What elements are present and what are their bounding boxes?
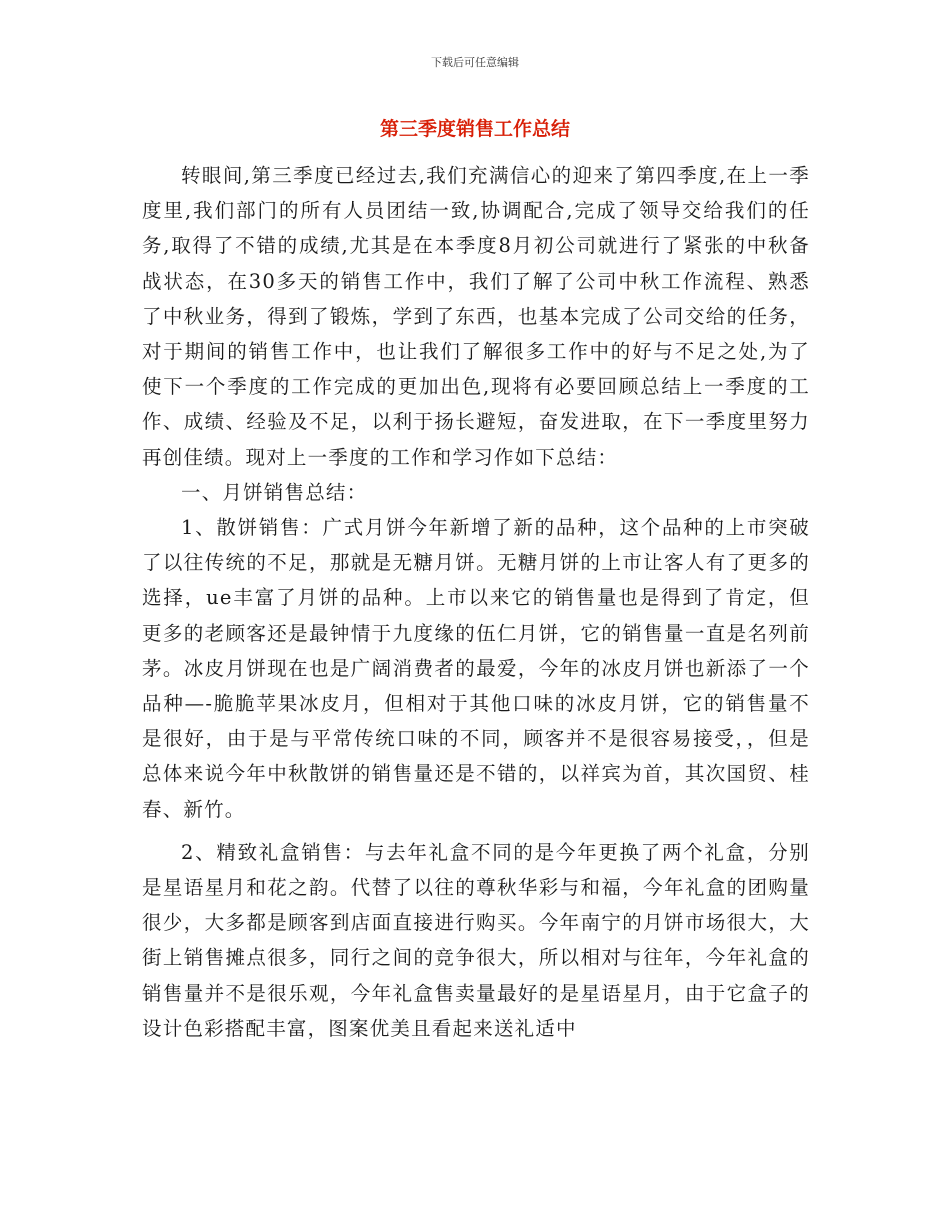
paragraph-gift-box-sales: 2、精致礼盒销售：与去年礼盒不同的是今年更换了两个礼盒，分别是星语星月和花之韵。代替了以往的尊秋华彩与和福，今年礼盒的团购量很少，大多都是顾客到店面直接进行购买。今年南宁的月饼市场很大，大街上销售摊点很多，同行之间的竞争很大，所以相对与往年，今年礼盒的销售量并不是很乐观，今年礼盒售卖量最好的是星语星月，由于它盒子的设计色彩搭配丰富，图案优美且看起来送礼适中	[142, 840, 810, 1040]
paragraph-intro: 转眼间,第三季度已经过去,我们充满信心的迎来了第四季度,在上一季度里,我们部门的所有人员团结一致,协调配合,完成了领导交给我们的任务,取得了不错的成绩,尤其是在本季度8月初公司就进行了紧张的中秋备战状态，在30多天的销售工作中，我们了解了公司中秋工作流程、熟悉了中秋业务，得到了锻炼，学到了东西，也基本完成了公司交给的任务，对于期间的销售工作中，也让我们了解很多工作中的好与不足之处,为了使下一个季度的工作完成的更加出色,现将有必要回顾总结上一季度的工作、成绩、经验及不足，以利于扬长避短，奋发进取，在下一季度里努力再创佳绩。现对上一季度的工作和学习作如下总结：	[142, 164, 810, 469]
page-header-note: 下载后可任意编辑	[431, 56, 519, 69]
section-heading-mooncake: 一、月饼销售总结：	[181, 480, 368, 504]
document-body	[142, 158, 810, 1046]
paragraph-loose-cake-sales: 1、散饼销售：广式月饼今年新增了新的品种，这个品种的上市突破了以往传统的不足，那就是无糖月饼。无糖月饼的上市让客人有了更多的选择，ue丰富了月饼的品种。上市以来它的销售量也是得到了肯定，但更多的老顾客还是最钟情于九度缘的伍仁月饼，它的销售量一直是名列前茅。冰皮月饼现在也是广阔消费者的最爱，今年的冰皮月饼也新添了一个品种—-脆脆苹果冰皮月，但相对于其他口味的冰皮月饼，它的销售量不是很好，由于是与平常传统口味的不同，顾客并不是很容易接受，，但是总体来说今年中秋散饼的销售量还是不错的，以祥宾为首，其次国贸、桂春、新竹。	[142, 516, 810, 821]
document-title: 第三季度销售工作总结	[379, 118, 570, 140]
